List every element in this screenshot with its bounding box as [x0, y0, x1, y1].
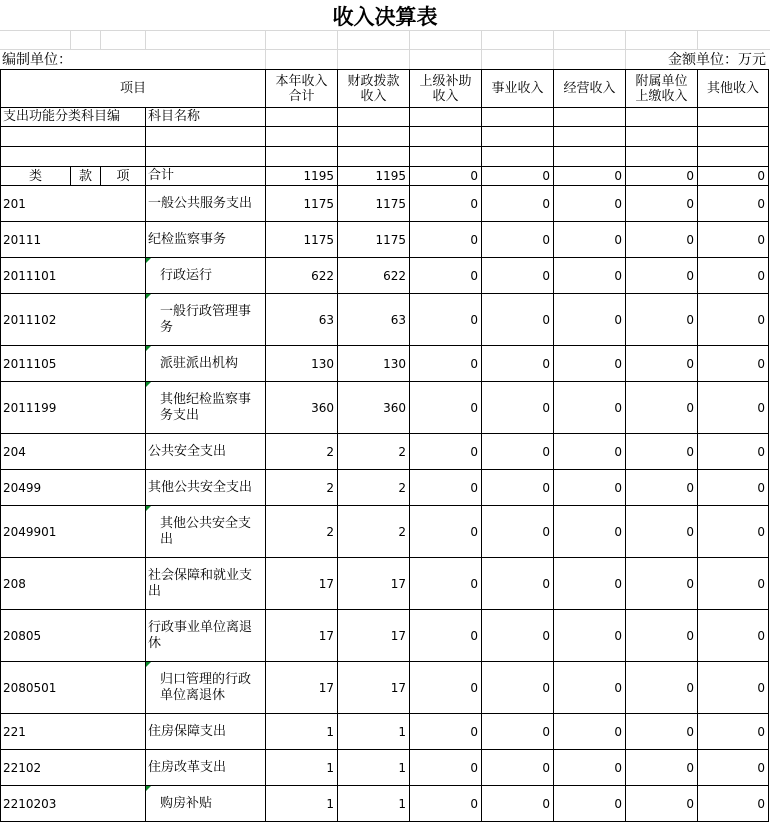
subject-code: 2080501	[1, 662, 146, 714]
amount-unit-label: 金额单位：万元	[668, 52, 766, 68]
subject-name: 其他公共安全支出	[146, 470, 266, 506]
amount-cell: 130	[338, 346, 410, 382]
amount-cell: 17	[266, 610, 338, 662]
table-row	[1, 750, 769, 786]
amount-cell: 0	[482, 610, 554, 662]
amount-cell: 0	[626, 222, 698, 258]
amount-cell: 17	[338, 662, 410, 714]
total-row	[1, 167, 769, 186]
xiang-header: 项	[101, 167, 146, 186]
total-value: 0	[410, 167, 482, 186]
amount-cell: 1	[266, 714, 338, 750]
total-value: 0	[698, 167, 769, 186]
amount-cell: 0	[554, 382, 626, 434]
amount-cell: 1	[338, 750, 410, 786]
item-header: 项目	[1, 70, 266, 108]
amount-cell: 0	[626, 662, 698, 714]
amount-cell: 0	[410, 610, 482, 662]
amount-cell: 0	[410, 434, 482, 470]
grid-line	[337, 30, 338, 70]
subject-name: 购房补贴	[146, 786, 266, 822]
income-final-accounts-table	[0, 69, 769, 822]
amount-cell: 0	[698, 186, 769, 222]
amount-cell: 0	[626, 346, 698, 382]
name-col-header: 科目名称	[146, 108, 266, 127]
grid-line	[625, 30, 626, 70]
amount-cell: 0	[482, 750, 554, 786]
amount-cell: 1	[338, 714, 410, 750]
amount-cell: 2	[266, 470, 338, 506]
subject-code: 201	[1, 186, 146, 222]
grid-line	[0, 49, 770, 50]
subject-code: 20111	[1, 222, 146, 258]
table-row	[1, 662, 769, 714]
amount-cell: 0	[698, 714, 769, 750]
amount-cell: 0	[554, 610, 626, 662]
subject-code: 204	[1, 434, 146, 470]
amount-cell: 0	[626, 714, 698, 750]
subject-code: 20499	[1, 470, 146, 506]
table-row	[1, 786, 769, 822]
amount-cell: 0	[626, 294, 698, 346]
subject-name: 住房保障支出	[146, 714, 266, 750]
amount-cell: 0	[482, 222, 554, 258]
col-header-affiliated: 附属单位 上缴收入	[626, 70, 698, 108]
amount-cell: 1	[266, 786, 338, 822]
amount-cell: 17	[266, 662, 338, 714]
amount-cell: 0	[410, 258, 482, 294]
col-header-business: 事业收入	[482, 70, 554, 108]
subject-code: 2011199	[1, 382, 146, 434]
amount-cell: 0	[554, 258, 626, 294]
subject-code: 2011102	[1, 294, 146, 346]
page-title: 收入决算表	[332, 5, 438, 29]
amount-cell: 0	[554, 346, 626, 382]
subject-code: 208	[1, 558, 146, 610]
grid-line	[70, 30, 71, 50]
header-row	[1, 70, 769, 108]
grid-line	[145, 30, 146, 50]
amount-cell: 63	[266, 294, 338, 346]
amount-cell: 0	[554, 750, 626, 786]
amount-cell: 622	[338, 258, 410, 294]
amount-cell: 1175	[338, 186, 410, 222]
amount-cell: 0	[698, 294, 769, 346]
col-header-total: 本年收入 合计	[266, 70, 338, 108]
table-row	[1, 186, 769, 222]
amount-cell: 0	[698, 434, 769, 470]
amount-cell: 0	[698, 346, 769, 382]
amount-cell: 0	[482, 470, 554, 506]
table-row	[1, 346, 769, 382]
table-row	[1, 714, 769, 750]
grid-line	[265, 30, 266, 70]
amount-cell: 17	[338, 610, 410, 662]
amount-cell: 360	[266, 382, 338, 434]
table-row	[1, 506, 769, 558]
amount-cell: 0	[698, 558, 769, 610]
amount-cell: 0	[482, 186, 554, 222]
amount-cell: 0	[410, 558, 482, 610]
amount-cell: 2	[266, 434, 338, 470]
amount-cell: 0	[626, 382, 698, 434]
subheader-row	[1, 108, 769, 127]
amount-cell: 2	[338, 470, 410, 506]
amount-cell: 0	[410, 750, 482, 786]
amount-cell: 0	[554, 662, 626, 714]
total-value: 1195	[266, 167, 338, 186]
amount-cell: 0	[554, 186, 626, 222]
code-col-header: 支出功能分类科目编	[1, 108, 146, 127]
subject-name: 一般公共服务支出	[146, 186, 266, 222]
amount-cell: 1	[266, 750, 338, 786]
amount-cell: 0	[698, 786, 769, 822]
lei-header: 类	[1, 167, 71, 186]
amount-cell: 0	[410, 346, 482, 382]
subject-name: 公共安全支出	[146, 434, 266, 470]
amount-cell: 0	[410, 506, 482, 558]
subject-name: 行政运行	[146, 258, 266, 294]
amount-cell: 0	[626, 186, 698, 222]
col-header-operating: 经营收入	[554, 70, 626, 108]
amount-cell: 0	[626, 558, 698, 610]
amount-cell: 0	[482, 258, 554, 294]
total-value: 0	[554, 167, 626, 186]
compiling-unit-label: 编制单位：	[2, 52, 72, 68]
amount-cell: 0	[482, 662, 554, 714]
amount-cell: 360	[338, 382, 410, 434]
amount-cell: 0	[698, 258, 769, 294]
amount-cell: 0	[482, 434, 554, 470]
amount-cell: 2	[338, 434, 410, 470]
subject-name: 住房改革支出	[146, 750, 266, 786]
amount-cell: 0	[482, 346, 554, 382]
subject-name: 派驻派出机构	[146, 346, 266, 382]
table-row	[1, 470, 769, 506]
amount-cell: 0	[626, 434, 698, 470]
total-label: 合计	[146, 167, 266, 186]
amount-cell: 0	[482, 382, 554, 434]
grid-line	[697, 30, 698, 50]
amount-cell: 0	[554, 786, 626, 822]
amount-cell: 0	[698, 662, 769, 714]
amount-cell: 0	[554, 294, 626, 346]
amount-cell: 0	[554, 506, 626, 558]
amount-cell: 17	[338, 558, 410, 610]
amount-cell: 0	[482, 786, 554, 822]
table-row	[1, 258, 769, 294]
amount-cell: 0	[482, 506, 554, 558]
amount-cell: 622	[266, 258, 338, 294]
amount-cell: 0	[482, 714, 554, 750]
amount-cell: 0	[410, 786, 482, 822]
amount-cell: 0	[482, 294, 554, 346]
table-row	[1, 222, 769, 258]
col-header-fiscal: 财政拨款 收入	[338, 70, 410, 108]
subject-name: 归口管理的行政单位离退休	[146, 662, 266, 714]
total-value: 1195	[338, 167, 410, 186]
amount-cell: 2	[266, 506, 338, 558]
amount-cell: 0	[554, 558, 626, 610]
subject-name: 社会保障和就业支出	[146, 558, 266, 610]
subject-name: 其他公共安全支出	[146, 506, 266, 558]
amount-cell: 0	[554, 434, 626, 470]
amount-cell: 0	[410, 382, 482, 434]
amount-cell: 0	[698, 222, 769, 258]
amount-cell: 0	[698, 750, 769, 786]
amount-cell: 0	[410, 714, 482, 750]
amount-cell: 0	[410, 294, 482, 346]
amount-cell: 1175	[338, 222, 410, 258]
total-value: 0	[626, 167, 698, 186]
amount-cell: 0	[410, 662, 482, 714]
amount-cell: 0	[698, 382, 769, 434]
amount-cell: 0	[626, 470, 698, 506]
col-header-superior-subsidy: 上级补助 收入	[410, 70, 482, 108]
subject-name: 纪检监察事务	[146, 222, 266, 258]
grid-line	[409, 30, 410, 70]
table-row	[1, 434, 769, 470]
amount-cell: 130	[266, 346, 338, 382]
subject-code: 2011101	[1, 258, 146, 294]
amount-cell: 0	[410, 186, 482, 222]
amount-cell: 0	[554, 222, 626, 258]
grid-line	[553, 30, 554, 70]
amount-cell: 0	[410, 470, 482, 506]
amount-cell: 2	[338, 506, 410, 558]
subject-name: 行政事业单位离退休	[146, 610, 266, 662]
amount-cell: 63	[338, 294, 410, 346]
amount-cell: 0	[410, 222, 482, 258]
subject-code: 2210203	[1, 786, 146, 822]
table-row	[1, 558, 769, 610]
subject-name: 一般行政管理事务	[146, 294, 266, 346]
subject-name: 其他纪检监察事务支出	[146, 382, 266, 434]
col-header-other: 其他收入	[698, 70, 769, 108]
amount-cell: 17	[266, 558, 338, 610]
amount-cell: 0	[698, 610, 769, 662]
amount-cell: 0	[554, 714, 626, 750]
subject-code: 221	[1, 714, 146, 750]
subject-code: 2049901	[1, 506, 146, 558]
total-value: 0	[482, 167, 554, 186]
amount-cell: 1175	[266, 186, 338, 222]
kuan-header: 款	[71, 167, 101, 186]
grid-line	[0, 30, 770, 31]
table-row	[1, 382, 769, 434]
subject-code: 22102	[1, 750, 146, 786]
amount-cell: 0	[626, 786, 698, 822]
amount-cell: 1	[338, 786, 410, 822]
amount-cell: 0	[626, 258, 698, 294]
amount-cell: 0	[626, 750, 698, 786]
table-row	[1, 294, 769, 346]
subject-code: 20805	[1, 610, 146, 662]
amount-cell: 0	[554, 470, 626, 506]
amount-cell: 0	[626, 506, 698, 558]
grid-line	[481, 30, 482, 70]
amount-cell: 0	[698, 470, 769, 506]
amount-cell: 0	[482, 558, 554, 610]
grid-line	[100, 30, 101, 50]
amount-cell: 1175	[266, 222, 338, 258]
amount-cell: 0	[626, 610, 698, 662]
subject-code: 2011105	[1, 346, 146, 382]
amount-cell: 0	[698, 506, 769, 558]
table-row	[1, 610, 769, 662]
